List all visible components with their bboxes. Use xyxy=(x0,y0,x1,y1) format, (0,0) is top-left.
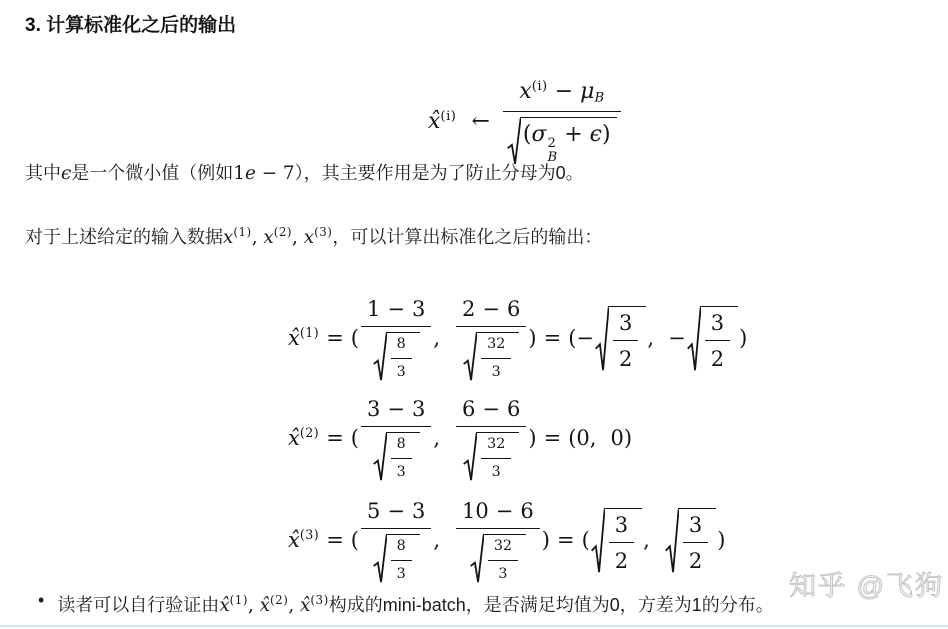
math-rm: 3 xyxy=(396,464,406,481)
math-frac xyxy=(456,396,526,483)
radical-sign xyxy=(595,306,609,374)
math-rm: 3 xyxy=(411,499,426,523)
math-frac xyxy=(705,310,730,373)
math-op: = xyxy=(543,325,562,350)
math-frac xyxy=(503,78,621,166)
inline-math-segment: x̂ xyxy=(259,595,271,617)
math-sqrt xyxy=(373,332,420,383)
inline-math-segment: , xyxy=(248,595,260,617)
math-rm: 3 xyxy=(396,566,406,583)
radical-sign xyxy=(373,534,387,585)
math-sup: (i) xyxy=(531,78,548,94)
inline-math-segment: (2) xyxy=(273,225,293,239)
math-rm: ) xyxy=(717,527,726,552)
radical-sign xyxy=(665,508,679,576)
math-sqrt xyxy=(665,508,716,576)
inline-math-segment: (3) xyxy=(314,225,333,239)
math-frac xyxy=(613,310,638,373)
text-segment: 读者可以自行验证由 xyxy=(57,595,220,616)
inline-math-segment: , xyxy=(251,227,264,249)
math-rm: ( xyxy=(568,325,577,350)
math-rm: 2 xyxy=(462,297,476,321)
math-rm: 32 xyxy=(487,436,506,453)
math-rm: 2 xyxy=(688,548,703,573)
math-rm: 3 xyxy=(491,364,501,381)
math-rm: , xyxy=(433,425,441,450)
math-rm: 3 xyxy=(710,310,725,335)
math-op: + xyxy=(564,121,583,147)
math-rm: , xyxy=(589,425,597,450)
math-rm: ) xyxy=(541,527,550,552)
text-segment: 构成的mini-batch，是否满足均值为0，方差为1的分布。 xyxy=(328,595,774,616)
math-frac xyxy=(683,512,708,575)
math-ss: 2 B xyxy=(547,136,558,166)
inline-math-segment: − 7 xyxy=(255,163,295,184)
math-rm: 3 xyxy=(619,310,633,335)
math-rm: 3 xyxy=(411,397,426,421)
math-rm: 8 xyxy=(396,436,406,453)
math-rm: 3 xyxy=(688,512,703,537)
math-frac xyxy=(391,436,412,482)
math-frac xyxy=(481,336,511,382)
math-frac xyxy=(488,538,518,584)
radical-sign xyxy=(463,332,477,383)
equation-xhat-2 xyxy=(288,396,632,483)
math-rm: 6 xyxy=(462,397,476,421)
inline-math-segment: x xyxy=(223,227,234,249)
math-rm: 3 xyxy=(411,297,426,321)
math-sqrt xyxy=(687,306,738,374)
math-rm: 6 xyxy=(507,297,521,321)
math-rm: 3 xyxy=(614,512,629,537)
math-rm: , xyxy=(433,325,441,350)
math-sqrt xyxy=(463,332,519,383)
text-segment: 对于上述给定的输入数据 xyxy=(25,227,223,248)
inline-math-segment: x̂ xyxy=(300,595,311,617)
math-rm: 8 xyxy=(396,538,406,555)
math-sym: μ xyxy=(580,79,595,104)
math-rm: 8 xyxy=(396,336,406,353)
inline-math-segment: , xyxy=(288,595,301,617)
math-frac xyxy=(391,538,412,584)
inline-math-segment: ϵ xyxy=(61,163,72,184)
math-op: = xyxy=(326,425,344,450)
math-rm: 6 xyxy=(520,499,534,523)
math-rm: , xyxy=(433,527,441,552)
radical-sign xyxy=(591,508,605,576)
math-rm: ) xyxy=(601,121,611,147)
math-op: = xyxy=(326,325,344,350)
math-rm: 2 xyxy=(710,346,725,371)
math-sqrt xyxy=(373,534,420,585)
inline-math-segment: e xyxy=(244,163,256,184)
text-segment: 其中 xyxy=(25,163,61,183)
math-frac xyxy=(361,296,431,383)
math-frac xyxy=(391,336,412,382)
math-sqrt xyxy=(470,534,526,585)
math-rm: 5 xyxy=(367,499,381,523)
math-sqrt xyxy=(373,432,420,483)
math-rm: 0 xyxy=(610,425,624,450)
inline-math-segment: x̂ xyxy=(219,595,230,617)
formula-batchnorm-normalize xyxy=(428,78,623,166)
radical-sign xyxy=(470,534,484,585)
math-rm: 2 xyxy=(614,548,629,573)
math-rm: 3 xyxy=(396,364,406,381)
math-sqrt xyxy=(595,306,646,374)
math-rm: 6 xyxy=(507,397,521,421)
inline-math-segment: 1 xyxy=(233,163,245,184)
math-sqrt xyxy=(463,432,519,483)
math-sup: (2) xyxy=(299,425,320,441)
math-op: = xyxy=(556,527,575,552)
inline-math-segment: x xyxy=(263,227,274,249)
math-sup: (3) xyxy=(299,527,320,543)
math-sym: x̂ xyxy=(288,325,300,350)
math-rm: 3 xyxy=(498,566,508,583)
math-op: = xyxy=(543,425,562,450)
math-op: − xyxy=(495,499,514,523)
math-op: − xyxy=(387,297,405,321)
math-rm: ) xyxy=(739,325,748,350)
math-rm: ( xyxy=(568,425,577,450)
math-sym: x̂ xyxy=(428,109,441,135)
math-sqrt xyxy=(591,508,642,576)
radical-sign xyxy=(687,306,701,374)
math-op: − xyxy=(387,499,405,523)
math-sym: x̂ xyxy=(288,425,300,450)
math-rm: ( xyxy=(350,325,359,350)
text-segment: 是一个微小值（例如 xyxy=(71,163,234,183)
radical-sign xyxy=(373,432,387,483)
inline-math-segment: (1) xyxy=(233,225,252,239)
math-rm: − xyxy=(668,325,686,350)
math-sym: σ xyxy=(531,121,547,147)
bullet-item xyxy=(38,586,774,620)
math-rm: ( xyxy=(350,425,359,450)
inline-math-segment: x xyxy=(303,227,315,249)
section-heading: 3. 计算标准化之后的输出 xyxy=(25,15,237,36)
math-sup: (i) xyxy=(440,108,457,124)
math-op: − xyxy=(554,79,574,104)
math-rm: 3 xyxy=(367,397,381,421)
math-rm: − xyxy=(576,325,595,350)
inline-math-segment: (3) xyxy=(310,593,329,607)
math-rm: , xyxy=(647,325,655,350)
math-sub: B xyxy=(594,90,605,106)
paragraph-epsilon-note xyxy=(25,159,584,188)
inline-math-segment: (2) xyxy=(270,593,289,607)
paragraph-input-data xyxy=(25,218,602,252)
math-op: = xyxy=(326,527,344,552)
bullet-text xyxy=(57,586,773,620)
math-rm: ) xyxy=(623,425,633,450)
math-frac xyxy=(456,296,526,383)
math-sym: x xyxy=(519,79,532,104)
math-frac xyxy=(361,498,431,585)
math-rm: ) xyxy=(528,325,537,350)
math-op: − xyxy=(482,297,501,321)
math-sym: x̂ xyxy=(288,527,300,552)
math-rm: ( xyxy=(581,527,590,552)
math-rm: , xyxy=(643,527,650,552)
equation-xhat-3 xyxy=(288,498,725,585)
math-rm: 32 xyxy=(493,538,512,555)
zhihu-watermark: 知乎 @飞狗 xyxy=(789,571,944,601)
math-op: − xyxy=(387,397,405,421)
math-rm: 3 xyxy=(491,464,501,481)
bullet-marker: • xyxy=(38,590,45,610)
math-rm: ( xyxy=(350,527,359,552)
math-rm: ) xyxy=(528,425,537,450)
inline-math-segment: (1) xyxy=(229,593,248,607)
math-sym: ϵ xyxy=(589,121,602,147)
math-rm: 2 xyxy=(619,346,633,371)
radical-sign xyxy=(373,332,387,383)
math-rm: ( xyxy=(522,121,532,147)
math-sup: (1) xyxy=(299,325,320,341)
math-rm: 32 xyxy=(487,336,506,353)
math-frac xyxy=(361,396,431,483)
inline-math-segment: , xyxy=(292,227,304,249)
math-op: − xyxy=(482,397,501,421)
math-frac xyxy=(609,512,634,575)
text-segment: ），其主要作用是为了防止分母为0。 xyxy=(294,163,584,183)
math-rm: 1 xyxy=(367,297,381,321)
text-segment: ，可以计算出标准化之后的输出： xyxy=(332,227,603,248)
bottom-divider xyxy=(0,625,948,627)
math-rm: 0 xyxy=(576,425,590,450)
math-frac xyxy=(481,436,511,482)
math-rm: 10 xyxy=(462,499,489,523)
math-frac xyxy=(456,498,540,585)
radical-sign xyxy=(463,432,477,483)
equation-xhat-1 xyxy=(288,296,747,383)
math-op: ← xyxy=(471,109,490,135)
